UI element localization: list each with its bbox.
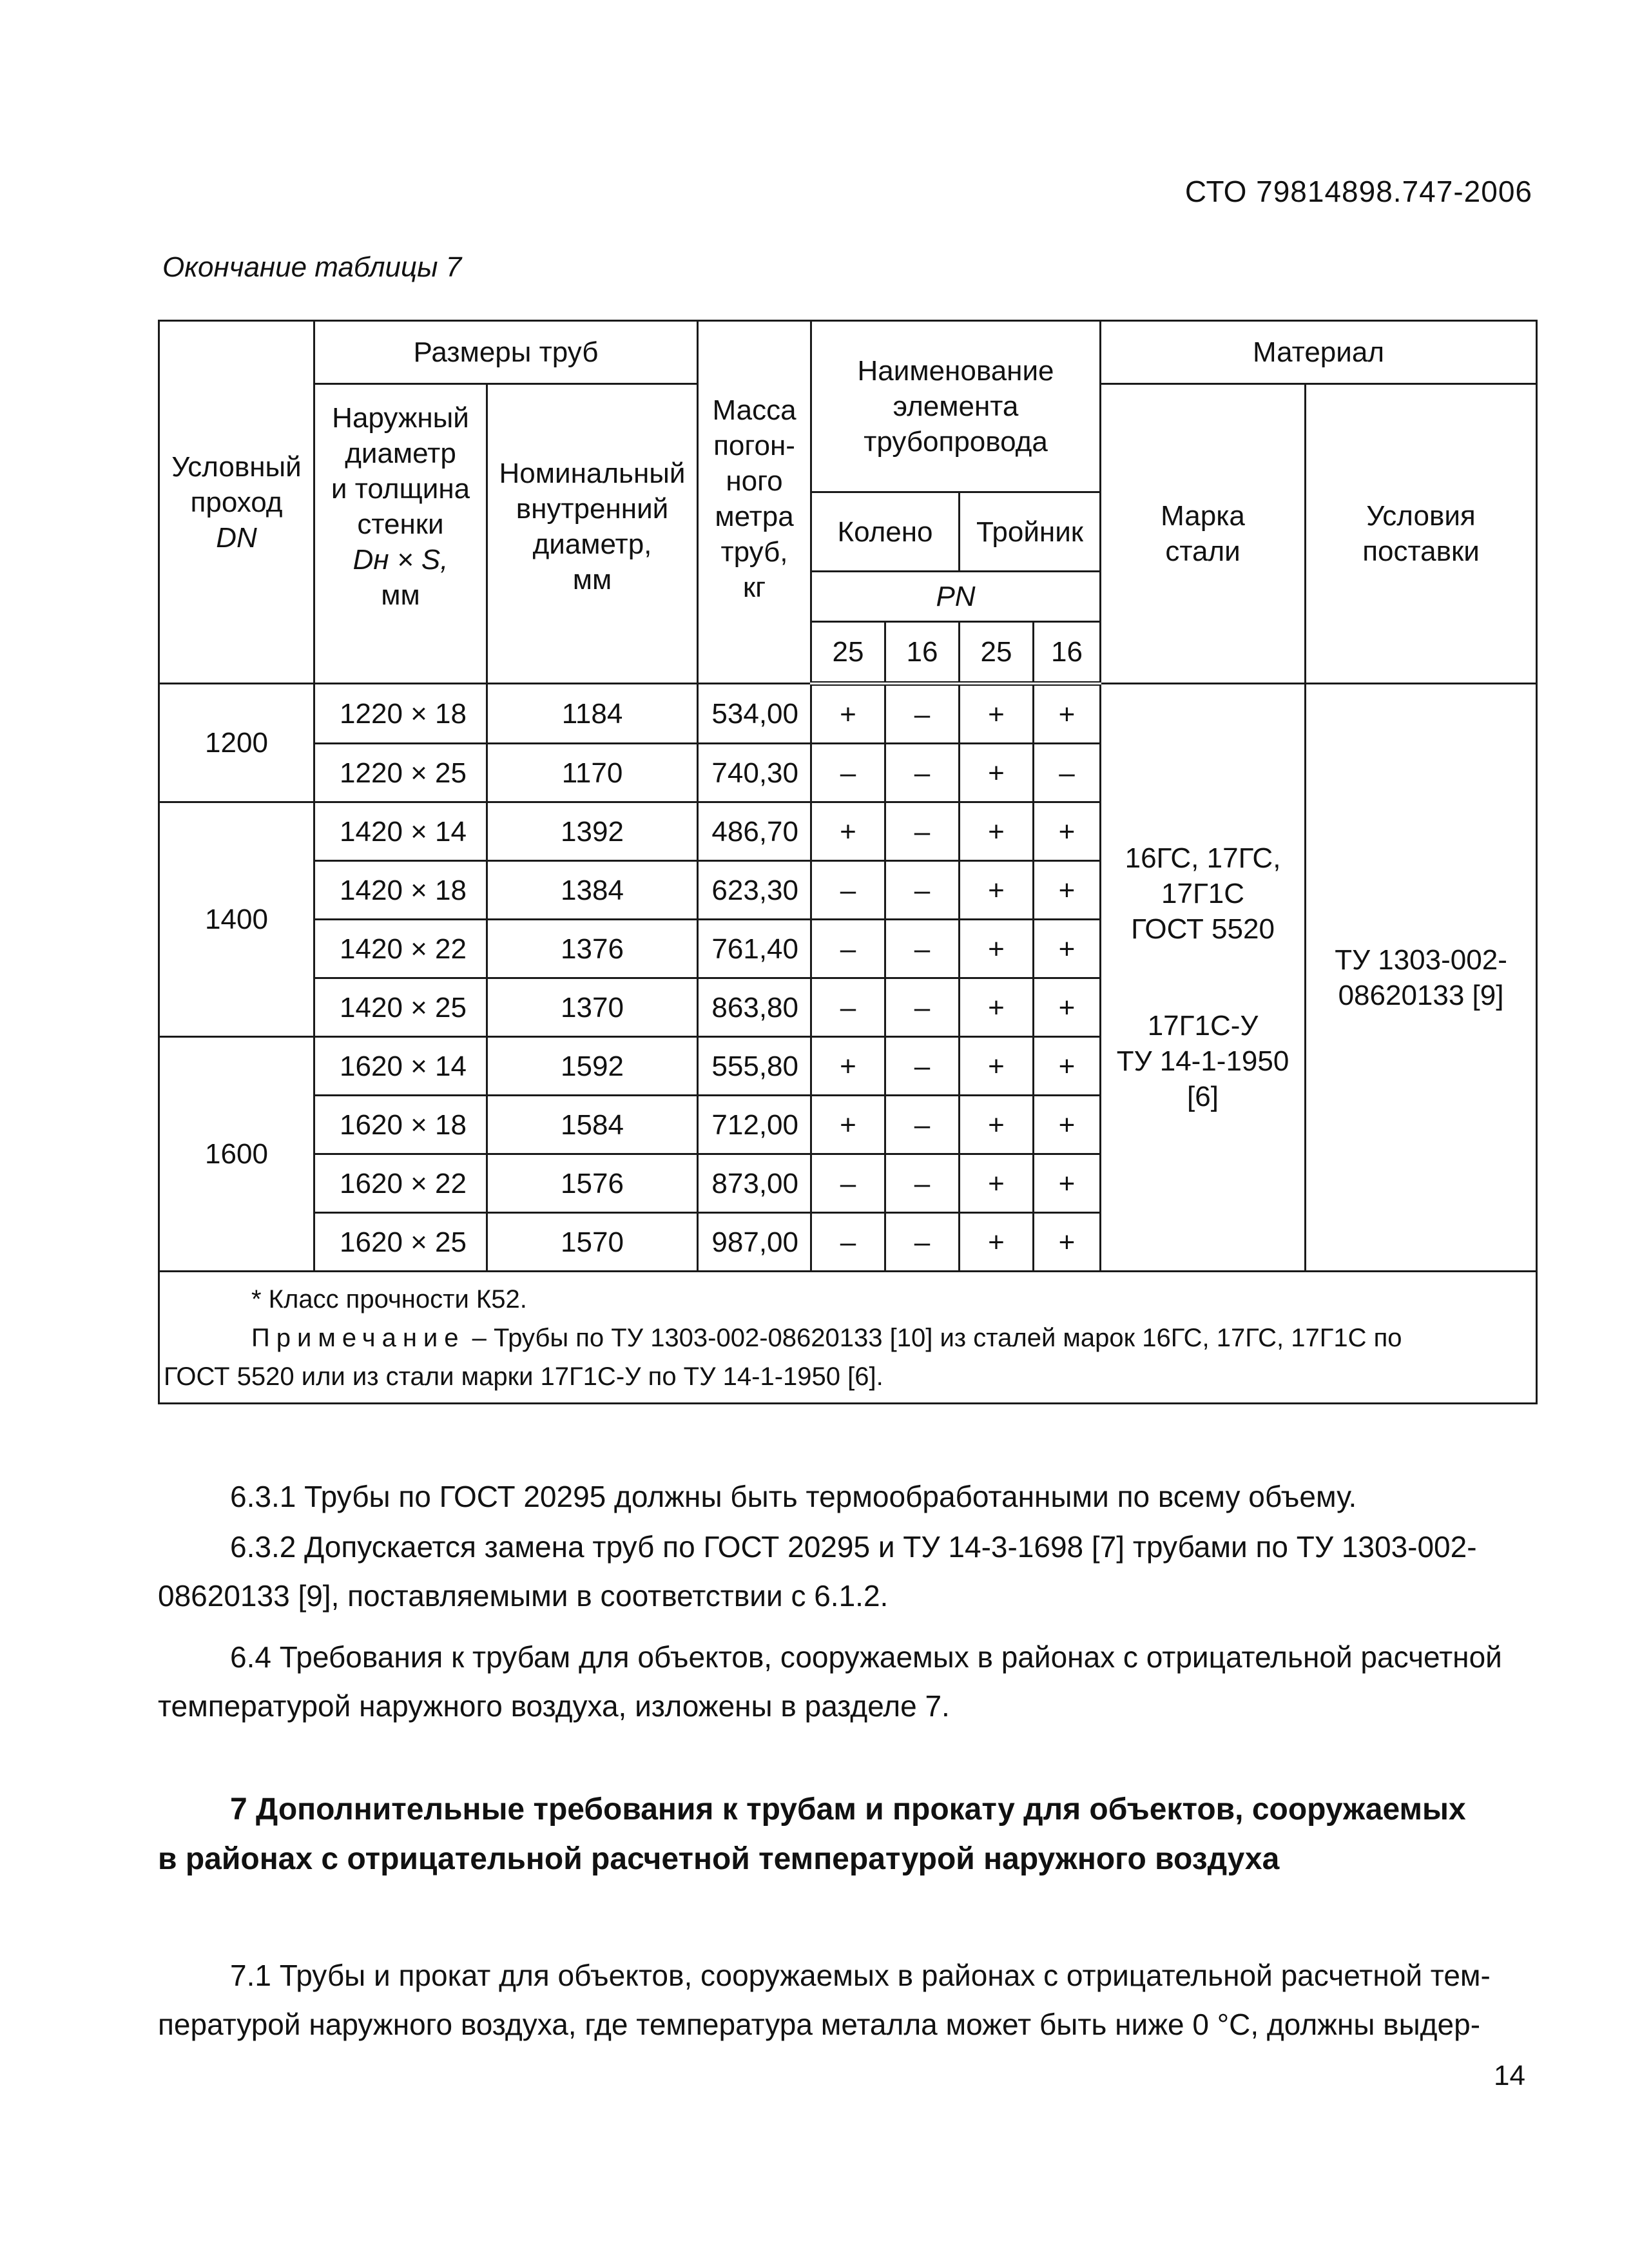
header-dn: Условный проход DN (159, 321, 314, 684)
cell-mass: 761,40 (698, 920, 811, 978)
cell-inner-diameter: 1184 (487, 684, 698, 744)
cell-outer-size: 1220 × 25 (314, 744, 487, 802)
cell-outer-size: 1620 × 25 (314, 1213, 487, 1272)
cell-dn: 1200 (159, 684, 314, 802)
cell-mass: 712,00 (698, 1096, 811, 1154)
cell-inner-diameter: 1576 (487, 1154, 698, 1213)
table-caption: Окончание таблицы 7 (162, 251, 462, 283)
cell-elbow-pn16: – (885, 684, 960, 744)
cell-inner-diameter: 1384 (487, 861, 698, 920)
header-pipe-sizes: Размеры труб (314, 321, 698, 384)
cell-tee-pn25: + (960, 1096, 1034, 1154)
cell-inner-diameter: 1584 (487, 1096, 698, 1154)
table-header (159, 321, 1537, 684)
cell-elbow-pn25: + (811, 684, 885, 744)
cell-mass: 740,30 (698, 744, 811, 802)
cell-elbow-pn16: – (885, 1037, 960, 1096)
cell-dn: 1600 (159, 1037, 314, 1272)
cell-outer-size: 1420 × 18 (314, 861, 487, 920)
cell-outer-size: 1620 × 22 (314, 1154, 487, 1213)
cell-tee-pn16: + (1034, 1213, 1101, 1272)
cell-outer-size: 1420 × 25 (314, 978, 487, 1037)
cell-mass: 863,80 (698, 978, 811, 1037)
paragraph-6-4: 6.4 Требования к трубам для объектов, сооружаемых в районах с отрицательной расчетной температурой наружного воздуха, изложены в разделе 7. (158, 1640, 1502, 1723)
cell-tee-pn16: – (1034, 744, 1101, 802)
cell-outer-size: 1620 × 14 (314, 1037, 487, 1096)
header-pipeline-element: Наименование элемента трубопровода (811, 321, 1101, 492)
paragraph-6-3-1: 6.3.1 Трубы по ГОСТ 20295 должны быть термообработанными по всему объему. (230, 1480, 1357, 1513)
header-pn-elbow-16: 16 (885, 622, 960, 684)
cell-mass: 534,00 (698, 684, 811, 744)
header-pn-tee-25: 25 (960, 622, 1034, 684)
cell-outer-size: 1420 × 14 (314, 802, 487, 861)
cell-elbow-pn16: – (885, 1154, 960, 1213)
cell-tee-pn25: + (960, 1037, 1034, 1096)
table-body (159, 684, 1537, 1272)
cell-steel-grade: 16ГС, 17ГС, 17Г1С ГОСТ 5520 17Г1С-У ТУ 14-1-1950 [6] (1101, 684, 1306, 1272)
cell-elbow-pn25: – (811, 744, 885, 802)
page-number: 14 (1494, 2060, 1525, 2091)
cell-elbow-pn25: + (811, 802, 885, 861)
note-line-2: ГОСТ 5520 или из стали марки 17Г1С-У по ТУ 14-1-1950 [6]. (164, 1362, 883, 1391)
paragraph-6-3-2: 6.3.2 Допускается замена труб по ГОСТ 20295 и ТУ 14-3-1698 [7] трубами по ТУ 1303-002- 08620133 [9], поставляемыми в соответствии с 6.1.2. (158, 1530, 1477, 1613)
cell-inner-diameter: 1570 (487, 1213, 698, 1272)
cell-tee-pn16: + (1034, 861, 1101, 920)
cell-elbow-pn25: – (811, 1154, 885, 1213)
cell-outer-size: 1420 × 22 (314, 920, 487, 978)
cell-dn: 1400 (159, 802, 314, 1037)
paragraph-7-1: 7.1 Трубы и прокат для объектов, сооружаемых в районах с отрицательной расчетной тем- пературой наружного воздуха, где температура металла может быть ниже 0 °С, должны выдер- (158, 1959, 1491, 2041)
section-7-title: 7 Дополнительные требования к трубам и прокату для объектов, сооружаемых в районах с отрицательной расчетной температурой наружного воздуха (158, 1792, 1466, 1876)
cell-elbow-pn25: + (811, 1037, 885, 1096)
cell-elbow-pn16: – (885, 1213, 960, 1272)
header-material: Материал (1101, 321, 1537, 384)
cell-tee-pn16: + (1034, 920, 1101, 978)
cell-mass: 486,70 (698, 802, 811, 861)
cell-tee-pn25: + (960, 920, 1034, 978)
cell-elbow-pn16: – (885, 802, 960, 861)
cell-elbow-pn16: – (885, 978, 960, 1037)
pipe-spec-table (158, 320, 1538, 1404)
cell-elbow-pn16: – (885, 920, 960, 978)
cell-elbow-pn16: – (885, 744, 960, 802)
table-row (159, 684, 1537, 744)
cell-supply-conditions: ТУ 1303-002- 08620133 [9] (1306, 684, 1537, 1272)
header-supply-conditions: Условия поставки (1306, 384, 1537, 684)
cell-tee-pn25: + (960, 744, 1034, 802)
note-line-1: Примечание – Трубы по ТУ 1303-002-08620133 [10] из сталей марок 16ГС, 17ГС, 17Г1С по (251, 1324, 1402, 1352)
cell-tee-pn25: + (960, 684, 1034, 744)
header-inner-diameter: Номинальный внутренний диаметр, мм (487, 384, 698, 684)
cell-outer-size: 1620 × 18 (314, 1096, 487, 1154)
cell-tee-pn25: + (960, 861, 1034, 920)
cell-inner-diameter: 1370 (487, 978, 698, 1037)
cell-tee-pn16: + (1034, 1154, 1101, 1213)
cell-elbow-pn25: – (811, 861, 885, 920)
cell-elbow-pn25: + (811, 1096, 885, 1154)
table-notes-cell (159, 1272, 1537, 1404)
header-pn-elbow-25: 25 (811, 622, 885, 684)
header-pn-tee-16: 16 (1034, 622, 1101, 684)
cell-elbow-pn16: – (885, 861, 960, 920)
cell-tee-pn16: + (1034, 1037, 1101, 1096)
header-steel-grade: Марка стали (1101, 384, 1306, 684)
cell-mass: 623,30 (698, 861, 811, 920)
cell-inner-diameter: 1392 (487, 802, 698, 861)
cell-inner-diameter: 1376 (487, 920, 698, 978)
cell-mass: 555,80 (698, 1037, 811, 1096)
cell-elbow-pn16: – (885, 1096, 960, 1154)
header-tee: Тройник (960, 492, 1101, 572)
cell-tee-pn25: + (960, 1213, 1034, 1272)
header-mass: Масса погон- ного метра труб, кг (698, 321, 811, 684)
cell-inner-diameter: 1592 (487, 1037, 698, 1096)
header-pn: PN (811, 572, 1101, 622)
cell-elbow-pn25: – (811, 1213, 885, 1272)
table-notes (159, 1272, 1537, 1404)
note-label: Примечание (251, 1324, 465, 1352)
header-elbow: Колено (811, 492, 960, 572)
cell-tee-pn25: + (960, 802, 1034, 861)
footnote: * Класс прочности К52. (251, 1285, 527, 1313)
document-code: СТО 79814898.747-2006 (1184, 175, 1532, 208)
cell-tee-pn16: + (1034, 684, 1101, 744)
cell-elbow-pn25: – (811, 978, 885, 1037)
cell-mass: 873,00 (698, 1154, 811, 1213)
cell-inner-diameter: 1170 (487, 744, 698, 802)
cell-tee-pn16: + (1034, 978, 1101, 1037)
cell-tee-pn25: + (960, 978, 1034, 1037)
header-outer-diameter: Наружный диаметр и толщина стенки Dн × S, мм (314, 384, 487, 684)
cell-mass: 987,00 (698, 1213, 811, 1272)
cell-tee-pn16: + (1034, 802, 1101, 861)
cell-tee-pn25: + (960, 1154, 1034, 1213)
cell-elbow-pn25: – (811, 920, 885, 978)
cell-outer-size: 1220 × 18 (314, 684, 487, 744)
cell-tee-pn16: + (1034, 1096, 1101, 1154)
